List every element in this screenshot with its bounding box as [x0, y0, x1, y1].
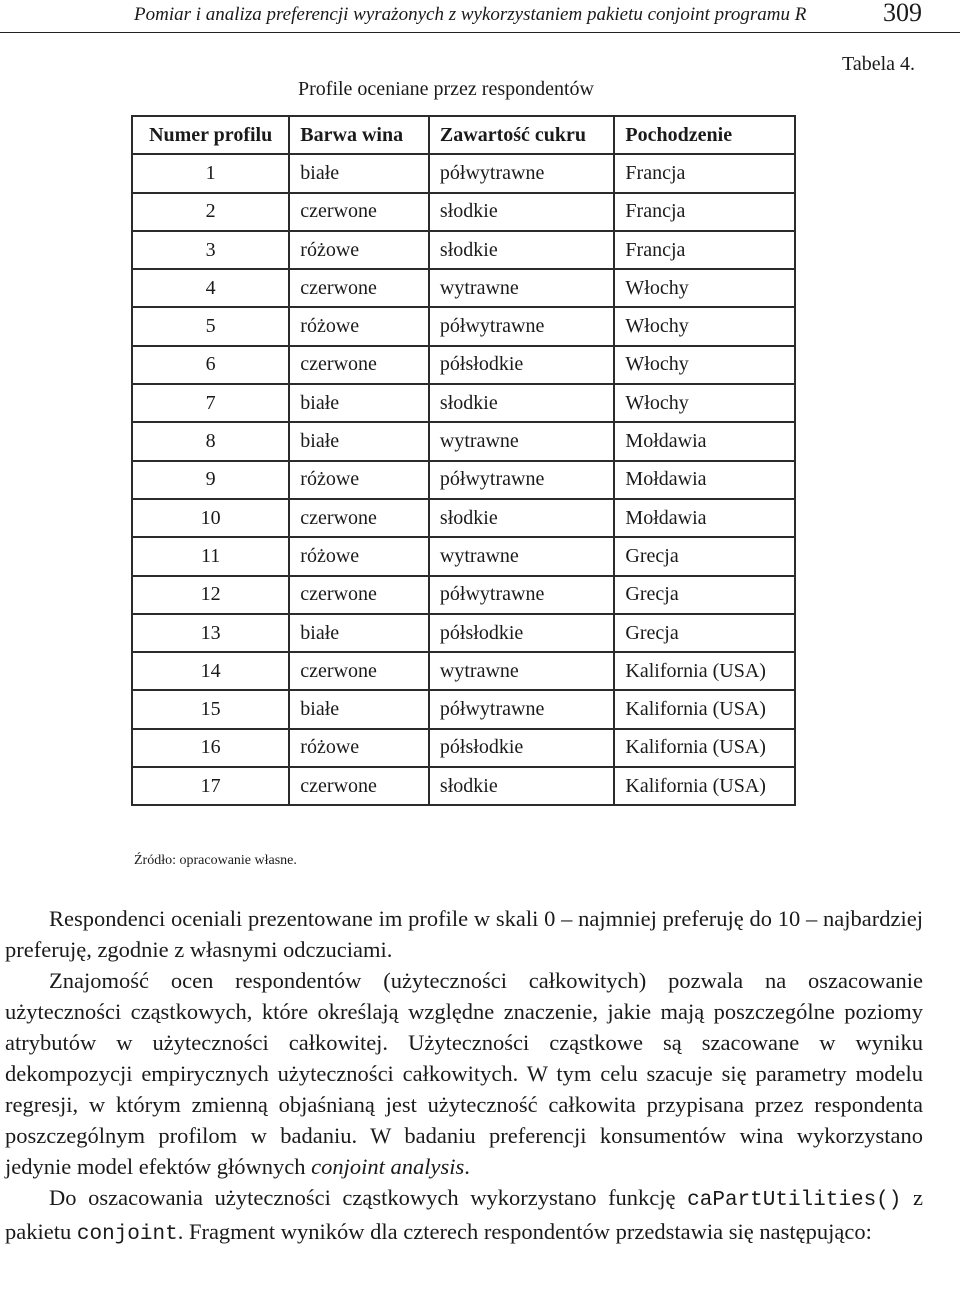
- cell-profile-number: 9: [132, 461, 289, 499]
- cell-sugar-content: półwytrawne: [429, 154, 615, 192]
- code-conjoint: conjoint: [76, 1223, 178, 1246]
- cell-sugar-content: wytrawne: [429, 537, 615, 575]
- cell-profile-number: 8: [132, 422, 289, 460]
- table-label: Tabela 4.: [842, 53, 916, 75]
- cell-profile-number: 6: [132, 346, 289, 384]
- column-header-sugar-content: Zawartość cukru: [429, 116, 615, 154]
- table-row: [132, 499, 795, 537]
- cell-profile-number: 11: [132, 537, 289, 575]
- cell-origin: Kalifornia (USA): [614, 690, 795, 728]
- cell-wine-color: różowe: [289, 461, 429, 499]
- cell-origin: Francja: [614, 231, 795, 269]
- cell-profile-number: 4: [132, 269, 289, 307]
- cell-profile-number: 7: [132, 384, 289, 422]
- table-body: [132, 154, 795, 805]
- source-note: Źródło: opracowanie własne.: [134, 853, 297, 868]
- cell-sugar-content: wytrawne: [429, 422, 615, 460]
- cell-wine-color: czerwone: [289, 269, 429, 307]
- cell-profile-number: 3: [132, 231, 289, 269]
- cell-wine-color: czerwone: [289, 767, 429, 805]
- paragraph-3-text: Do oszacowania użyteczności cząstkowych wykorzystano funkcję: [49, 1185, 688, 1210]
- cell-wine-color: różowe: [289, 307, 429, 345]
- cell-wine-color: czerwone: [289, 576, 429, 614]
- cell-profile-number: 16: [132, 729, 289, 767]
- code-caPartUtilities: caPartUtilities(): [687, 1189, 902, 1212]
- cell-profile-number: 15: [132, 690, 289, 728]
- cell-profile-number: 2: [132, 193, 289, 231]
- cell-origin: Kalifornia (USA): [614, 729, 795, 767]
- paragraph-2-text: Znajomość ocen respondentów (użyteczności całkowitych) pozwala na oszacowanie użyteczności cząstkowych, które określają względne znaczenie, jakie mają poszczególne poziomy atrybutów w użyteczności całkowitej. Użyteczności cząstkowe są szacowane w wyniku dekompozycji empirycznych użyteczności całkowitych. W tym celu szacuje się parametry modelu regresji, w którym zmienną objaśnianą jest użyteczność całkowita przypisana przez respondenta poszczególnym profilom w badaniu. W badaniu preferencji konsumentów wina wykorzystano jedynie model efektów głównych: [5, 968, 923, 1179]
- cell-sugar-content: półsłodkie: [429, 614, 615, 652]
- table-row: [132, 690, 795, 728]
- cell-origin: Francja: [614, 193, 795, 231]
- table-row: [132, 461, 795, 499]
- cell-wine-color: różowe: [289, 231, 429, 269]
- cell-origin: Mołdawia: [614, 499, 795, 537]
- table-row: [132, 384, 795, 422]
- paragraph-3-text-2: z pakietu: [5, 1185, 923, 1244]
- cell-wine-color: czerwone: [289, 193, 429, 231]
- cell-origin: Mołdawia: [614, 422, 795, 460]
- profiles-table: [131, 115, 796, 806]
- table-caption: Profile oceniane przez respondentów: [298, 78, 594, 100]
- running-head: [0, 0, 960, 33]
- cell-origin: Mołdawia: [614, 461, 795, 499]
- cell-wine-color: białe: [289, 384, 429, 422]
- table-row: [132, 346, 795, 384]
- table-header-row: [132, 116, 795, 154]
- cell-sugar-content: półwytrawne: [429, 461, 615, 499]
- cell-sugar-content: wytrawne: [429, 652, 615, 690]
- column-header-profile-number: Numer profilu: [132, 116, 289, 154]
- cell-sugar-content: półwytrawne: [429, 307, 615, 345]
- cell-wine-color: białe: [289, 614, 429, 652]
- cell-profile-number: 10: [132, 499, 289, 537]
- page-number: 309: [883, 0, 922, 27]
- table-row: [132, 307, 795, 345]
- cell-sugar-content: półsłodkie: [429, 346, 615, 384]
- cell-sugar-content: wytrawne: [429, 269, 615, 307]
- cell-wine-color: czerwone: [289, 346, 429, 384]
- paragraph-1: Respondenci oceniali prezentowane im profile w skali 0 – najmniej preferuję do 10 – najbardziej preferuję, zgodnie z własnymi odczuciami.: [5, 906, 923, 962]
- cell-sugar-content: półwytrawne: [429, 690, 615, 728]
- cell-wine-color: różowe: [289, 537, 429, 575]
- table-row: [132, 422, 795, 460]
- cell-sugar-content: słodkie: [429, 499, 615, 537]
- cell-origin: Włochy: [614, 307, 795, 345]
- cell-wine-color: białe: [289, 422, 429, 460]
- cell-profile-number: 14: [132, 652, 289, 690]
- table-row: [132, 231, 795, 269]
- table-row: [132, 154, 795, 192]
- cell-origin: Grecja: [614, 576, 795, 614]
- cell-wine-color: białe: [289, 690, 429, 728]
- cell-sugar-content: półwytrawne: [429, 576, 615, 614]
- cell-profile-number: 5: [132, 307, 289, 345]
- table-row: [132, 614, 795, 652]
- cell-origin: Włochy: [614, 384, 795, 422]
- cell-profile-number: 17: [132, 767, 289, 805]
- cell-origin: Francja: [614, 154, 795, 192]
- table-row: [132, 576, 795, 614]
- paragraph-2-emphasis: conjoint analysis: [311, 1154, 465, 1179]
- cell-wine-color: białe: [289, 154, 429, 192]
- table-row: [132, 537, 795, 575]
- cell-origin: Grecja: [614, 614, 795, 652]
- paragraph-3: [5, 1182, 923, 1250]
- body-text: [5, 903, 923, 1250]
- table-row: [132, 729, 795, 767]
- cell-origin: Kalifornia (USA): [614, 652, 795, 690]
- cell-wine-color: różowe: [289, 729, 429, 767]
- table-row: [132, 652, 795, 690]
- column-header-wine-color: Barwa wina: [289, 116, 429, 154]
- cell-sugar-content: słodkie: [429, 384, 615, 422]
- cell-origin: Kalifornia (USA): [614, 767, 795, 805]
- cell-sugar-content: słodkie: [429, 193, 615, 231]
- cell-origin: Grecja: [614, 537, 795, 575]
- table-row: [132, 767, 795, 805]
- cell-origin: Włochy: [614, 346, 795, 384]
- cell-sugar-content: półsłodkie: [429, 729, 615, 767]
- table-row: [132, 193, 795, 231]
- cell-sugar-content: słodkie: [429, 767, 615, 805]
- cell-profile-number: 13: [132, 614, 289, 652]
- cell-sugar-content: słodkie: [429, 231, 615, 269]
- paragraph-2-end: .: [464, 1154, 470, 1179]
- table-row: [132, 269, 795, 307]
- cell-wine-color: czerwone: [289, 652, 429, 690]
- paragraph-2: [5, 965, 923, 1182]
- cell-origin: Włochy: [614, 269, 795, 307]
- cell-wine-color: czerwone: [289, 499, 429, 537]
- column-header-origin: Pochodzenie: [614, 116, 795, 154]
- paragraph-3-end: . Fragment wyników dla czterech respondentów przedstawia się następująco:: [177, 1219, 872, 1244]
- running-title: Pomiar i analiza preferencji wyrażonych z wykorzystaniem pakietu conjoint programu R: [134, 4, 807, 25]
- cell-profile-number: 12: [132, 576, 289, 614]
- cell-profile-number: 1: [132, 154, 289, 192]
